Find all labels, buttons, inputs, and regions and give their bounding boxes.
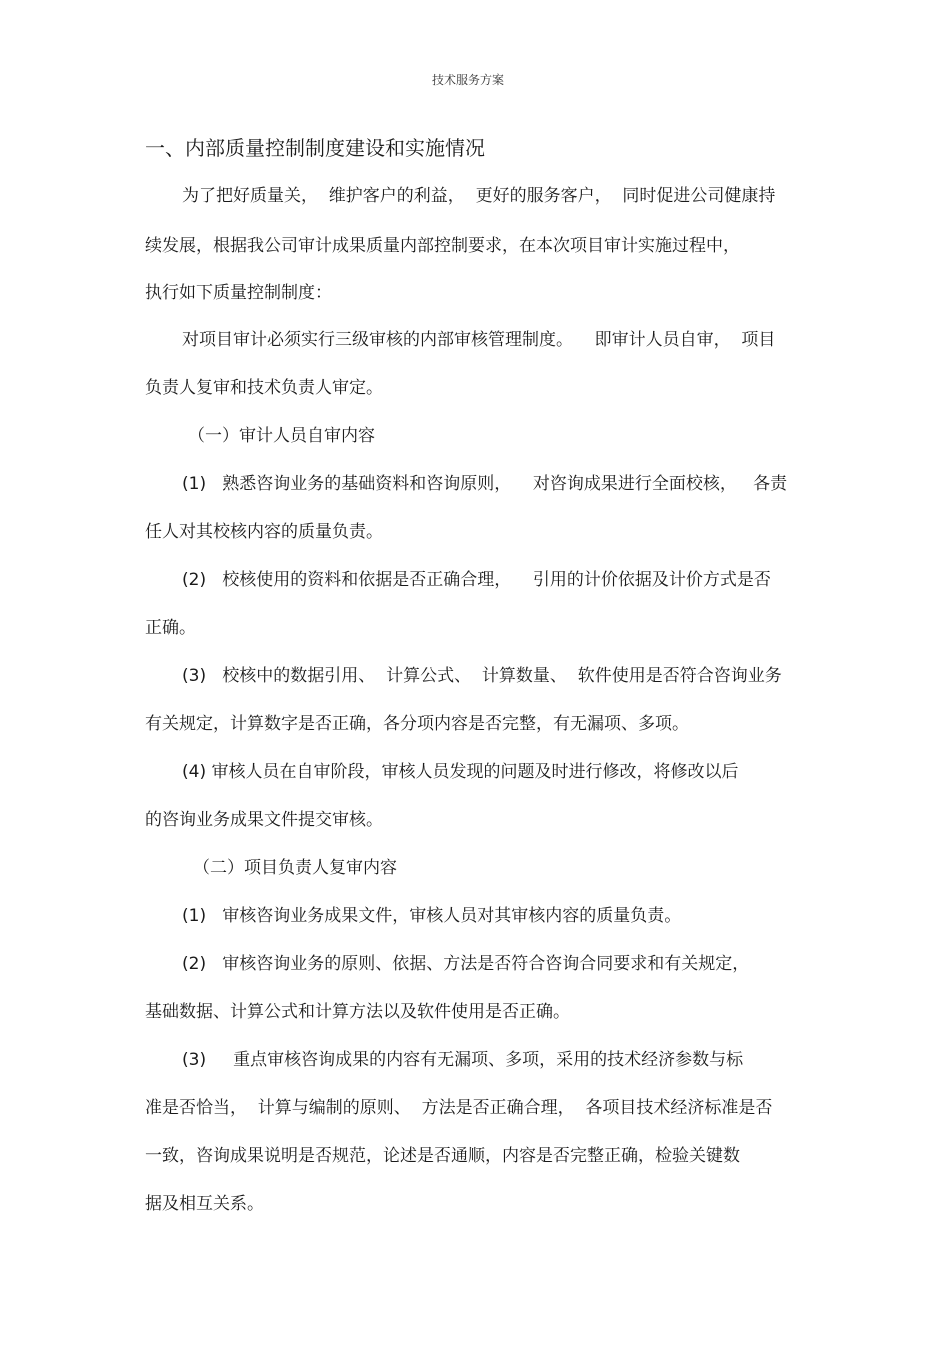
policy-line-1: 对项目审计必须实行三级审核的内部审核管理制度。 即审计人员自审， 项目 (182, 330, 776, 350)
intro-line-2: 续发展，根据我公司审计成果质量内部控制要求，在本次项目审计实施过程中， (145, 236, 740, 256)
sub2-line-4: (3) 重点审核咨询成果的内容有无漏项、多项，采用的技术经济参数与标 (182, 1050, 744, 1070)
section-title: 一、内部质量控制制度建设和实施情况 (145, 136, 485, 160)
sub2-line-1: (1) 审核咨询业务成果文件，审核人员对其审核内容的质量负责。 (182, 906, 682, 926)
sub2-line-2: (2) 审核咨询业务的原则、依据、方法是否符合咨询合同要求和有关规定， (182, 954, 750, 974)
sub1-line-8: 的咨询业务成果文件提交审核。 (145, 810, 383, 830)
sub1-line-4: 正确。 (145, 618, 196, 638)
sub2-line-7: 据及相互关系。 (145, 1194, 264, 1214)
sub1-line-6: 有关规定，计算数字是否正确，各分项内容是否完整，有无漏项、多项。 (145, 714, 689, 734)
sub1-line-7: (4) 审核人员在自审阶段，审核人员发现的问题及时进行修改，将修改以后 (182, 762, 739, 782)
subsection-title-2: （二）项目负责人复审内容 (193, 858, 397, 878)
sub1-line-3: (2) 校核使用的资料和依据是否正确合理， 引用的计价依据及计价方式是否 (182, 570, 771, 590)
intro-line-1: 为了把好质量关， 维护客户的利益， 更好的服务客户， 同时促进公司健康持 (182, 186, 776, 206)
sub1-line-2: 任人对其校核内容的质量负责。 (145, 522, 383, 542)
policy-line-2: 负责人复审和技术负责人审定。 (145, 378, 383, 398)
sub1-line-1: (1) 熟悉咨询业务的基础资料和咨询原则， 对咨询成果进行全面校核， 各责 (182, 474, 788, 494)
sub2-line-6: 一致，咨询成果说明是否规范，论述是否通顺，内容是否完整正确，检验关键数 (145, 1146, 740, 1166)
page-header: 技术服务方案 (432, 73, 505, 87)
subsection-title-1: （一）审计人员自审内容 (188, 426, 375, 446)
sub1-line-5: (3) 校核中的数据引用、 计算公式、 计算数量、 软件使用是否符合咨询业务 (182, 666, 782, 686)
sub2-line-5: 准是否恰当， 计算与编制的原则、 方法是否正确合理， 各项目技术经济标准是否 (145, 1098, 773, 1118)
sub2-line-3: 基础数据、计算公式和计算方法以及软件使用是否正确。 (145, 1002, 570, 1022)
intro-line-3: 执行如下质量控制制度： (145, 283, 332, 303)
